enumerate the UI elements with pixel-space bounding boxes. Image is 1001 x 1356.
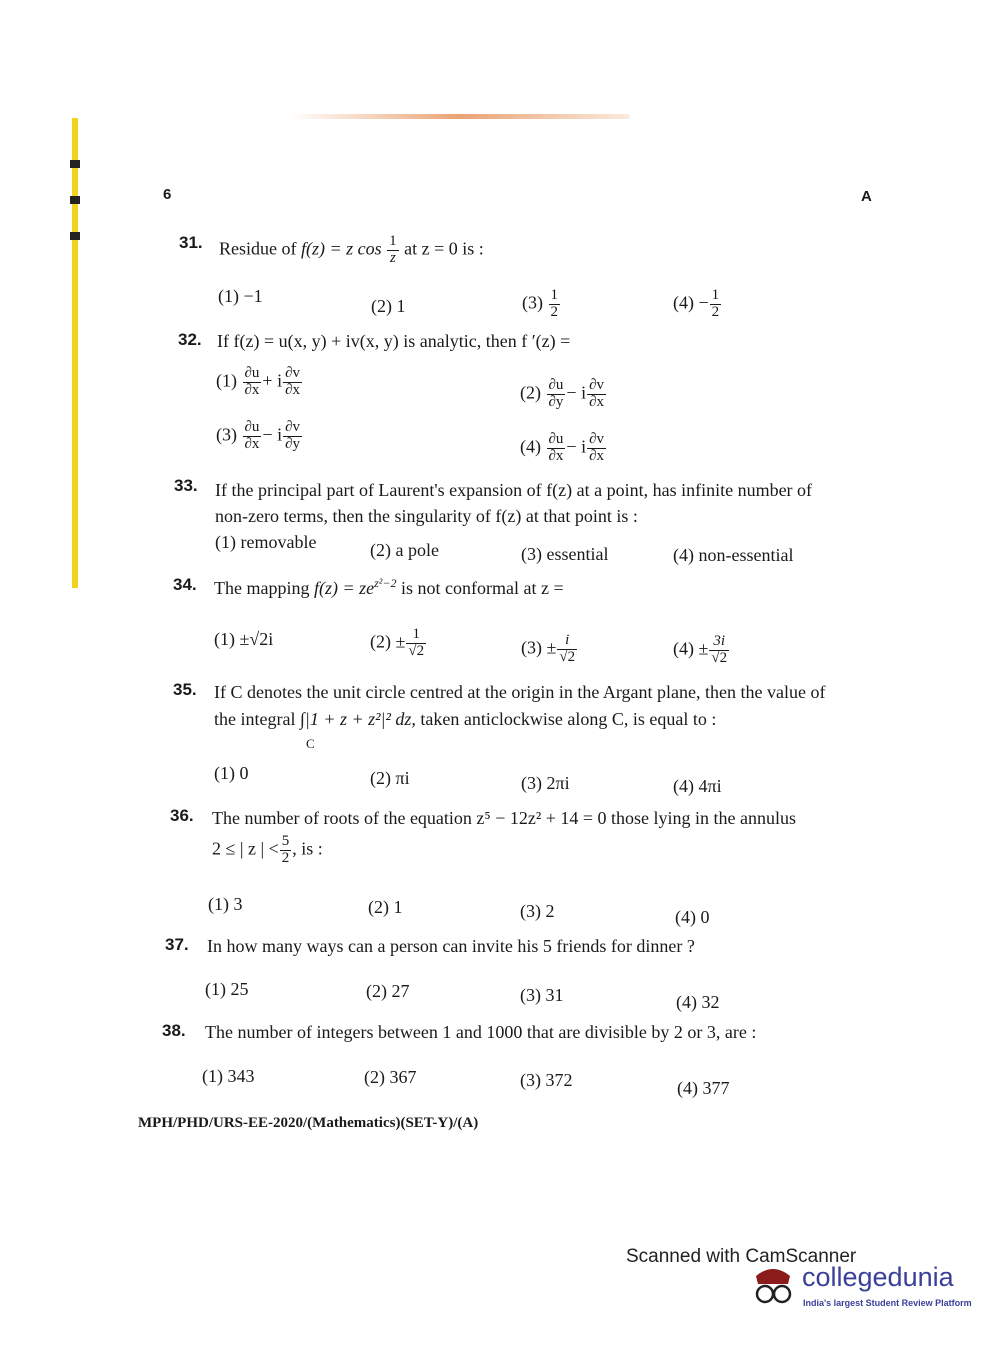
option-2: (2) πi (370, 768, 410, 788)
option-1: (1) 25 (205, 979, 249, 999)
question-text: If f(z) = u(x, y) + iv(x, y) is analytic, then f ′(z) = (217, 331, 571, 351)
option-1: (1) removable (215, 532, 317, 552)
collegedunia-logo-icon (748, 1262, 798, 1315)
option-4: (4) ± $\frac{3i}{√2}$ (673, 633, 728, 666)
fraction: $\frac{1}{z}$ (389, 233, 397, 266)
option-3: (3) essential (521, 544, 609, 564)
question-number: 33. (174, 476, 198, 495)
binding-mark (70, 160, 80, 168)
brand-tagline: India's largest Student Review Platform (803, 1298, 972, 1308)
option-1: (1) ±√2i (214, 629, 274, 649)
question-text-line-1: If C denotes the unit circle centred at the origin in the Argant plane, then the value of (214, 682, 826, 702)
question-text: The number of integers between 1 and 1000 that are divisible by 2 or 3, are : (205, 1022, 757, 1042)
option-3: (3) $\frac{1}{2}$ (522, 287, 558, 320)
binding-mark (70, 196, 80, 204)
option-1: (1) 3 (208, 894, 243, 914)
option-2: (2) 1 (368, 897, 403, 917)
question-text: The mapping $f(z) = ze^{z^2-2}$ is not conformal at z = (214, 576, 564, 598)
page-number: 6 (163, 186, 172, 203)
option-2: (2) 367 (364, 1067, 417, 1087)
question-number: 37. (165, 935, 189, 954)
option-2: (2) a pole (370, 540, 439, 560)
option-2: (2) ± $\frac{1}{√2}$ (370, 626, 425, 659)
question-text-line-1: The number of roots of the equation z⁵ − 12z² + 14 = 0 those lying in the annulus (212, 808, 797, 828)
question-number: 38. (162, 1021, 186, 1040)
contour-label: C (306, 736, 315, 751)
question-text: Residue of f(z) = z cos $\frac{1}{z}$ at z = 0 is : (219, 233, 484, 266)
option-1: (1) −1 (218, 286, 263, 306)
option-4: (4) 32 (676, 992, 720, 1012)
option-4: (4) 0 (675, 907, 710, 927)
question-text-line-2: 2 ≤ | z | < $\frac{5}{2}$ , is : (212, 833, 323, 866)
option-1: (1) 343 (202, 1066, 255, 1086)
option-3: (3) $\frac{\partial u}{\partial x}$ − i $\frac{\partial v}{\partial y}$ (216, 419, 300, 452)
option-1: (1) $\frac{\partial u}{\partial x}$ + i $\frac{\partial v}{\partial x}$ (216, 365, 300, 398)
question-number: 31. (179, 233, 203, 252)
option-4: (4) non-essential (673, 545, 794, 565)
question-number: 34. (173, 575, 197, 594)
scan-smudge (290, 114, 630, 119)
scanner-watermark: Scanned with CamScanner (626, 1246, 857, 1267)
question-text-line-2: the integral ∫|1 + z + z²|² dz, taken anticlockwise along C, is equal to : (214, 709, 717, 729)
option-4: (4) 4πi (673, 776, 722, 796)
option-2: (2) 1 (371, 296, 406, 316)
question-number: 32. (178, 330, 202, 349)
option-4: (4) $\frac{\partial u}{\partial x}$ − i $\frac{\partial v}{\partial x}$ (520, 431, 604, 464)
option-4: (4) 377 (677, 1078, 730, 1098)
option-1: (1) 0 (214, 763, 249, 783)
option-3: (3) 372 (520, 1070, 573, 1090)
question-number: 36. (170, 806, 194, 825)
binding-edge (72, 118, 78, 588)
option-3: (3) ± $\frac{i}{√2}$ (521, 632, 576, 665)
set-label: A (861, 188, 872, 205)
option-3: (3) 2πi (521, 773, 570, 793)
option-3: (3) 31 (520, 985, 564, 1005)
footer-code: MPH/PHD/URS-EE-2020/(Mathematics)(SET-Y)/(A) (138, 1115, 479, 1131)
binding-mark (70, 232, 80, 240)
question-number: 35. (173, 680, 197, 699)
question-text-line-2: non-zero terms, then the singularity of f(z) at that point is : (215, 506, 638, 526)
option-2: (2) 27 (366, 981, 410, 1001)
option-4: (4) − $\frac{1}{2}$ (673, 287, 720, 320)
question-text: In how many ways can a person can invite his 5 friends for dinner ? (207, 936, 695, 956)
option-2: (2) $\frac{\partial u}{\partial y}$ − i $\frac{\partial v}{\partial x}$ (520, 377, 604, 410)
option-3: (3) 2 (520, 901, 555, 921)
brand-name: collegedunia (802, 1262, 954, 1292)
question-text-line-1: If the principal part of Laurent's expansion of f(z) at a point, has infinite number of (215, 480, 813, 500)
